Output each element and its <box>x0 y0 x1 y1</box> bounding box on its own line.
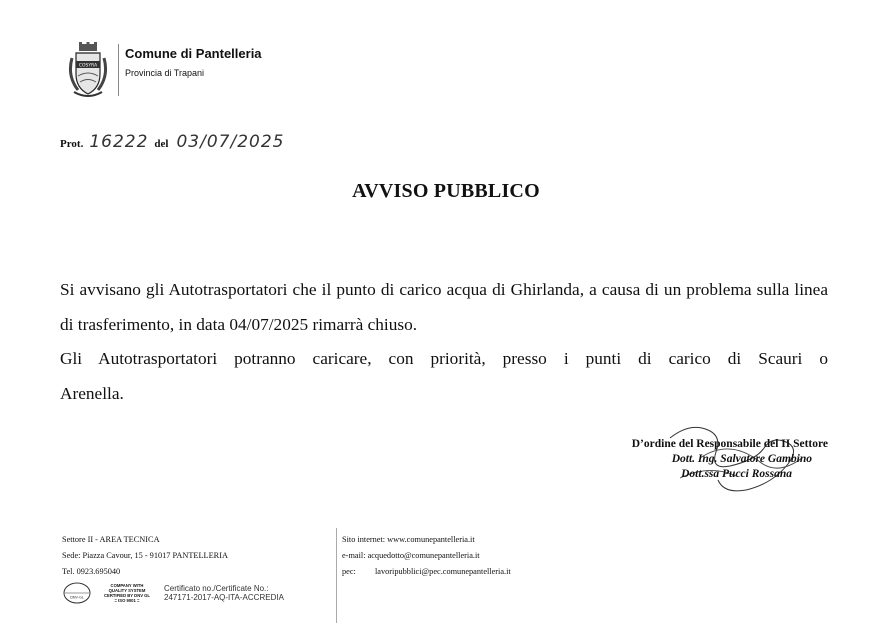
certificate-number: Certificato no./Certificate No.: 247171-2017-AQ-ITA-ACCREDIA <box>164 584 284 602</box>
letterhead <box>66 42 262 100</box>
body-paragraph-2-line-1: Gli Autotrasportatori potranno caricare, con priorità, presso i punti di carico di Scauri o <box>60 349 828 368</box>
document-title: AVVISO PUBBLICO <box>352 180 540 202</box>
body-paragraph-2-line-2: Arenella. <box>60 383 124 403</box>
footer-pec-label: pec: <box>342 567 356 576</box>
protocol-number: 16222 <box>89 132 149 152</box>
footer-right <box>342 532 511 580</box>
svg-text:DNV·GL: DNV·GL <box>70 595 84 600</box>
protocol-line <box>60 132 284 152</box>
municipal-crest-icon <box>66 42 110 100</box>
comune-name: Comune di Pantelleria <box>125 46 262 61</box>
footer-email[interactable]: e-mail: acquedotto@comunepantelleria.it <box>342 551 480 560</box>
protocol-date: 03/07/2025 <box>176 132 285 152</box>
document-body <box>60 273 828 411</box>
footer-pec-row <box>342 564 511 580</box>
footer-sede: Sede: Piazza Cavour, 15 - 91017 PANTELLERIA <box>62 551 228 560</box>
certification-seal-icon <box>62 581 92 605</box>
protocol-prefix: Prot. <box>60 138 84 150</box>
header-divider <box>118 44 119 96</box>
provincia-name: Provincia di Trapani <box>125 68 205 78</box>
certification-text: COMPANY WITH QUALITY SYSTEM CERTIFIED BY DNV GL = ISO 9001 = <box>104 583 150 603</box>
protocol-del-label: del <box>154 138 169 150</box>
body-paragraph-1: Si avvisano gli Autotrasportatori che il punto di carico acqua di Ghirlanda, a causa di un problema sulla linea di trasferimento, in data 04/07/2025 rimarrà chiuso. <box>60 280 828 334</box>
signature-line-1: D’ordine del Responsabile del II Settore <box>631 438 828 450</box>
certification <box>62 581 332 605</box>
signature-line-2: Dott. Ing. Salvatore Gambino <box>671 453 812 465</box>
footer-tel: Tel. 0923.695040 <box>62 567 121 576</box>
signature-block <box>632 437 828 482</box>
signature-line-3: Dott.ssa Pucci Rossana <box>681 468 792 480</box>
footer-website[interactable]: Sito internet: www.comunepantelleria.it <box>342 535 475 544</box>
footer-pec[interactable]: lavoripubblici@pec.comunepantelleria.it <box>375 567 511 576</box>
footer-divider <box>336 528 337 623</box>
footer-left <box>62 532 332 605</box>
svg-text:COSYRA: COSYRA <box>78 63 98 69</box>
footer-settore: Settore II - AREA TECNICA <box>62 535 160 544</box>
header-text <box>125 42 262 78</box>
